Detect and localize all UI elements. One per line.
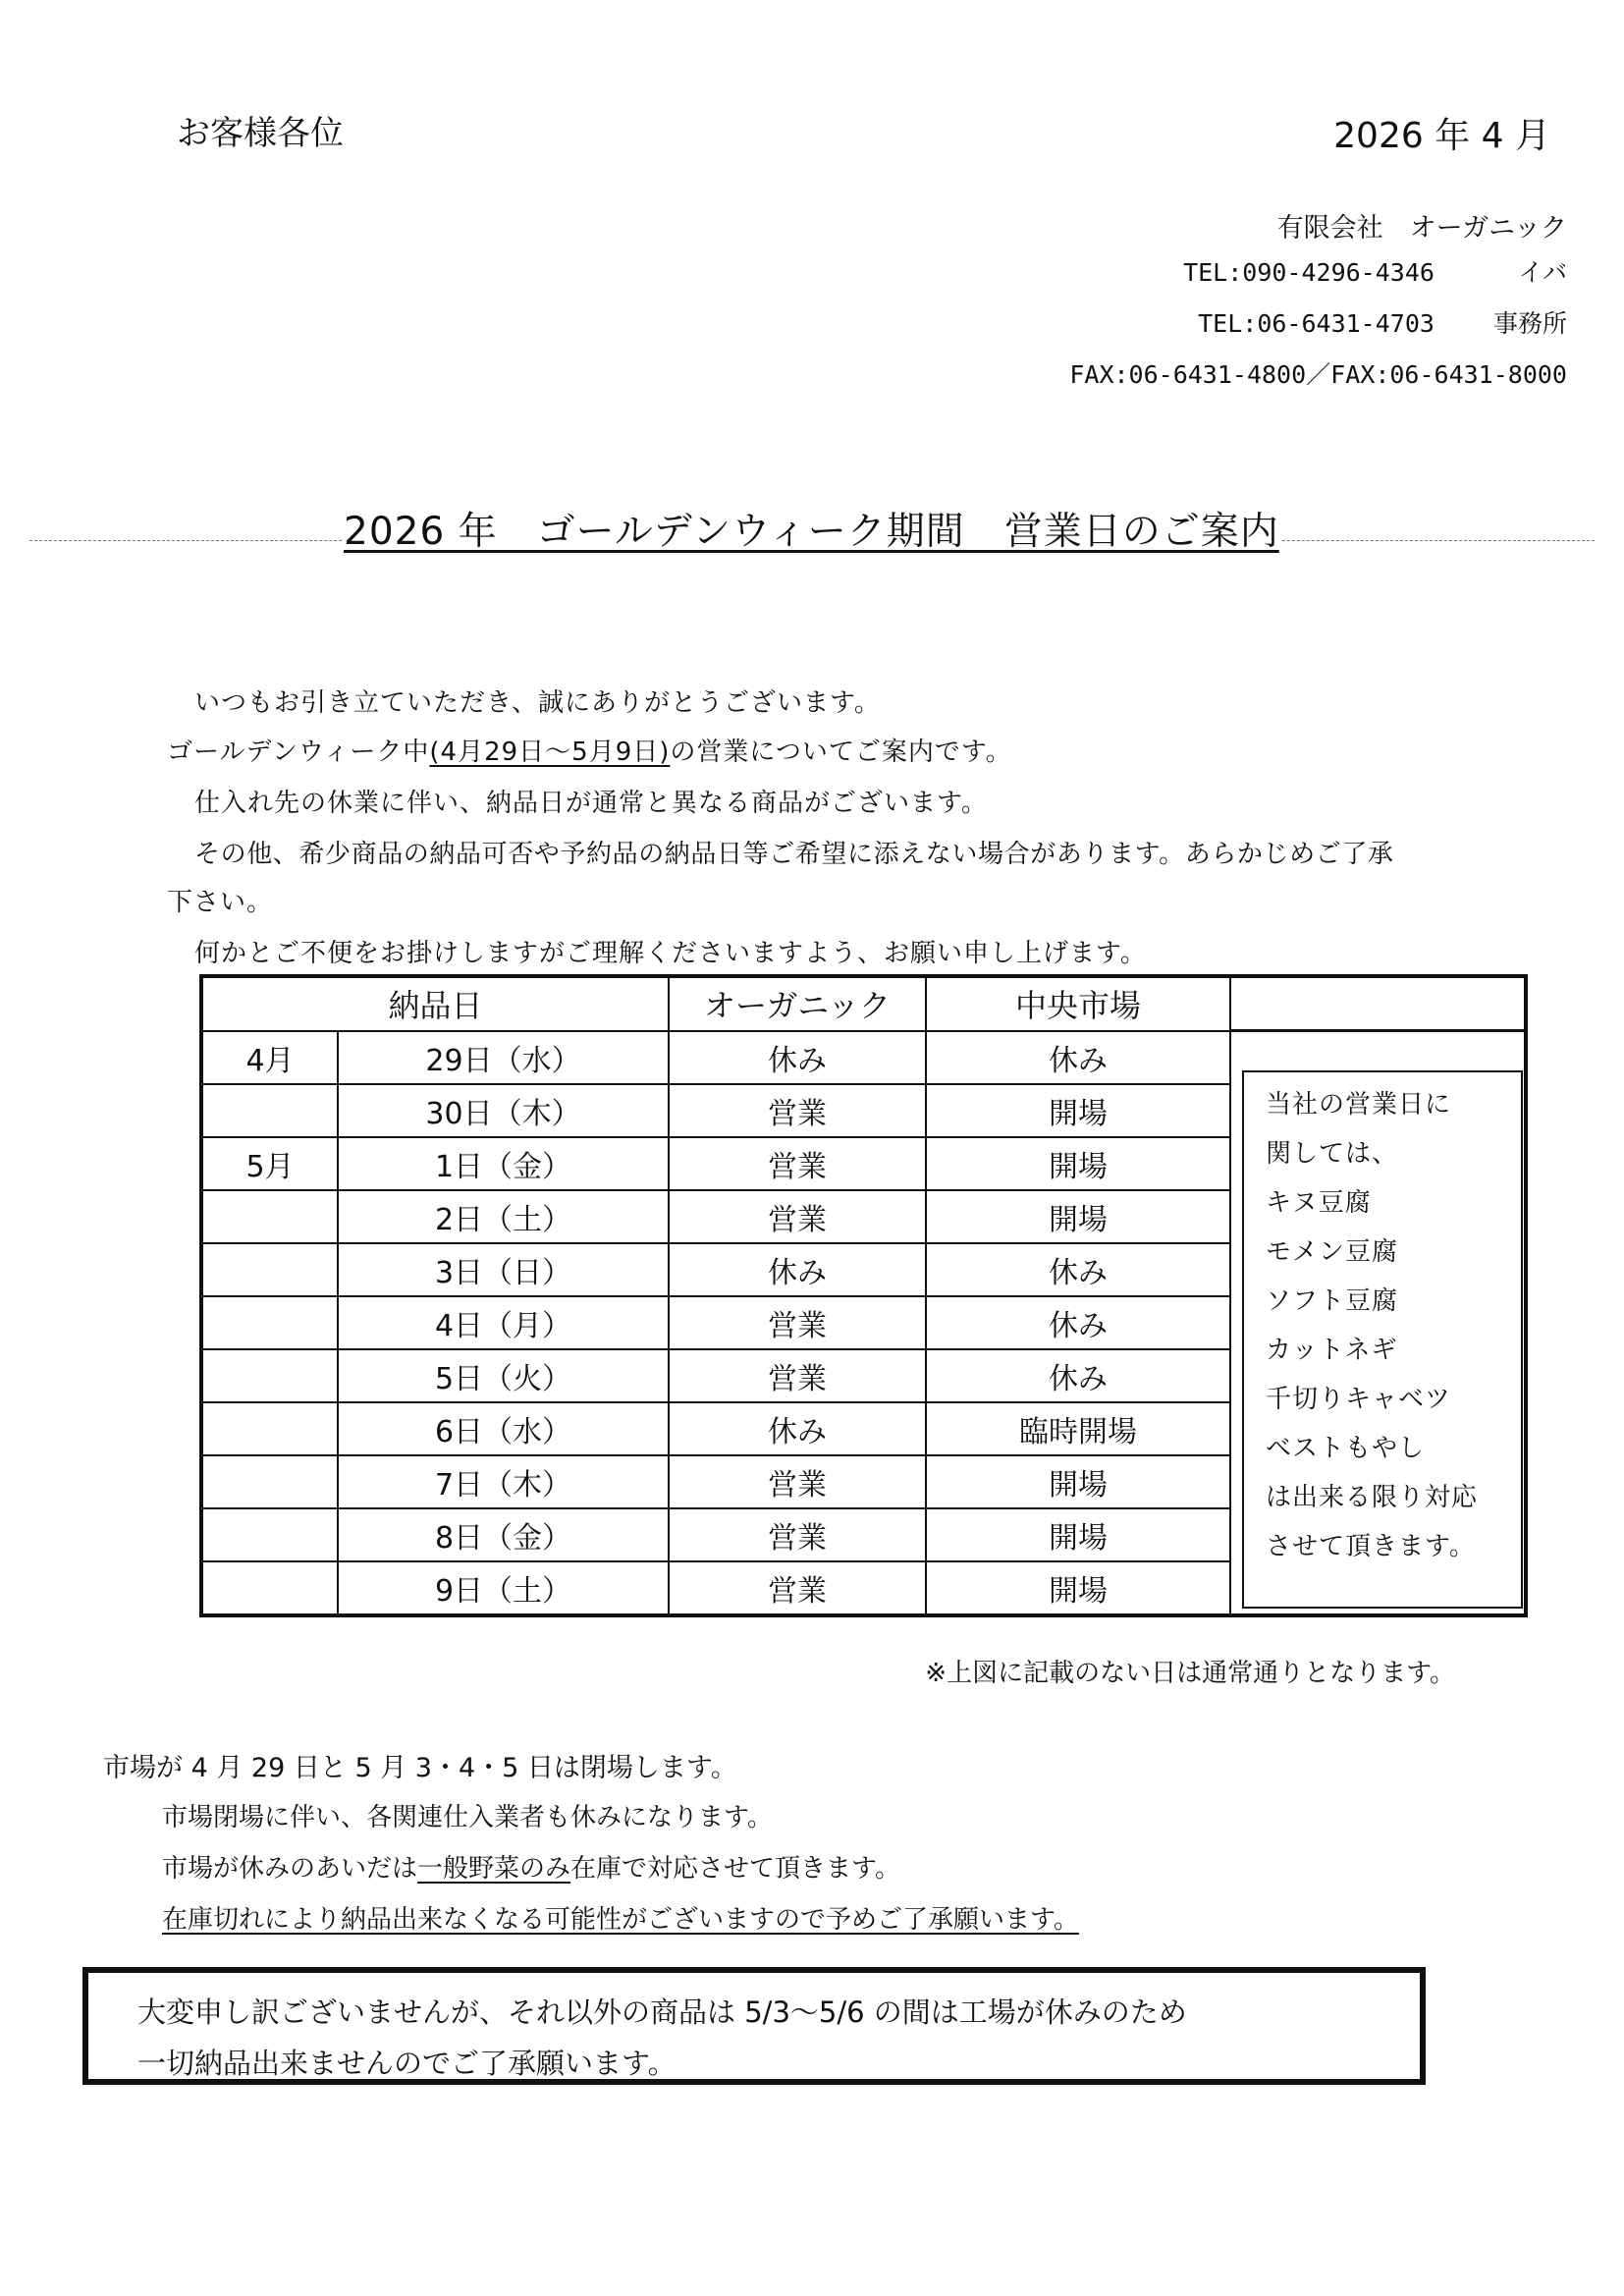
day-cell: 2日（土） (338, 1190, 669, 1243)
note-box (1242, 1070, 1523, 1609)
notice-text: 市場が休みのあいだは (162, 1854, 418, 1884)
title-area (29, 501, 1595, 560)
company-name: 有限会社 オーガニック (1276, 213, 1567, 244)
final-notice-line: 一切納品出来ませんのでご了承願います。 (137, 2047, 677, 2080)
month-cell (201, 1190, 338, 1243)
note-line: カットネギ (1266, 1336, 1398, 1365)
month-cell: 4月 (201, 1031, 338, 1084)
contact-number: TEL:06-6431-4703 (1198, 309, 1435, 338)
day-cell: 4日（月） (338, 1296, 669, 1349)
market-status-cell: 休み (926, 1243, 1230, 1296)
market-notice-line: 市場閉場に伴い、各関連仕入業者も休みになります。 (162, 1803, 773, 1832)
final-notice-box (82, 1967, 1426, 2085)
market-notice-line: 在庫切れにより納品出来なくなる可能性がございますので予めご了承願います。 (162, 1905, 1079, 1935)
note-line: させて頂きます。 (1266, 1532, 1476, 1561)
market-status-cell: 臨時開場 (926, 1402, 1230, 1455)
general-vegetables: 一般野菜のみ (417, 1854, 571, 1884)
page-title: 2026 年 ゴールデンウィーク期間 営業日のご案内 (342, 501, 1281, 556)
contact-line (1198, 304, 1567, 340)
month-cell (201, 1402, 338, 1455)
market-status-cell: 開場 (926, 1561, 1230, 1615)
market-notice-line: 市場が 4 月 29 日と 5 月 3・4・5 日は閉場します。 (103, 1753, 737, 1783)
day-cell: 6日（水） (338, 1402, 669, 1455)
organic-status-cell: 営業 (669, 1349, 926, 1402)
market-status-cell: 休み (926, 1296, 1230, 1349)
contact-number: TEL:090-4296-4346 (1183, 258, 1435, 287)
note-line: ソフト豆腐 (1266, 1286, 1399, 1316)
contact-line (1183, 253, 1567, 289)
organic-status-cell: 営業 (669, 1084, 926, 1137)
intro-line: 仕入れ先の休業に伴い、納品日が通常と異なる商品がございます。 (194, 789, 988, 818)
header-date: 納品日 (201, 976, 669, 1031)
intro-line (167, 732, 1012, 768)
intro-line: 下さい。 (167, 888, 274, 917)
intro-text: の営業についてご案内です。 (670, 738, 1012, 767)
organic-status-cell: 営業 (669, 1296, 926, 1349)
day-cell: 7日（木） (338, 1455, 669, 1508)
month-cell (201, 1508, 338, 1561)
intro-text: ゴールデンウィーク中 (167, 738, 430, 767)
market-status-cell: 開場 (926, 1137, 1230, 1190)
fax-numbers: FAX:06-6431-4800／FAX:06-6431-8000 (1069, 360, 1567, 389)
recipient: お客様各位 (177, 114, 344, 153)
market-status-cell: 休み (926, 1031, 1230, 1084)
day-cell: 8日（金） (338, 1508, 669, 1561)
header-note (1230, 976, 1526, 1031)
notice-text: 在庫で対応させて頂きます。 (570, 1854, 900, 1884)
month-cell (201, 1296, 338, 1349)
organic-status-cell: 営業 (669, 1190, 926, 1243)
organic-status-cell: 営業 (669, 1137, 926, 1190)
gw-period: (4月29日～5月9日) (429, 738, 671, 767)
month-cell (201, 1243, 338, 1296)
note-line: 当社の営業日に (1266, 1090, 1452, 1120)
month-cell (201, 1561, 338, 1615)
note-line: 千切りキャベツ (1266, 1385, 1452, 1414)
intro-line: その他、希少商品の納品可否や予約品の納品日等ご希望に添えない場合があります。あらかじめご了承 (194, 840, 1394, 869)
month-cell (201, 1455, 338, 1508)
note-line: ベストもやし (1266, 1434, 1426, 1463)
header-organic: オーガニック (669, 976, 926, 1031)
day-cell: 9日（土） (338, 1561, 669, 1615)
fax-line (1069, 355, 1567, 391)
day-cell: 3日（日） (338, 1243, 669, 1296)
organic-status-cell: 休み (669, 1402, 926, 1455)
organic-status-cell: 休み (669, 1243, 926, 1296)
organic-status-cell: 営業 (669, 1455, 926, 1508)
market-status-cell: 開場 (926, 1190, 1230, 1243)
month-cell: 5月 (201, 1137, 338, 1190)
note-line: 関しては、 (1266, 1139, 1399, 1169)
organic-status-cell: 休み (669, 1031, 926, 1084)
month-cell (201, 1084, 338, 1137)
note-line: キヌ豆腐 (1266, 1188, 1372, 1218)
header-market: 中央市場 (926, 976, 1230, 1031)
organic-status-cell: 営業 (669, 1561, 926, 1615)
table-header-row (201, 976, 1526, 1031)
month-cell (201, 1349, 338, 1402)
note-line: モメン豆腐 (1266, 1237, 1399, 1267)
market-status-cell: 開場 (926, 1508, 1230, 1561)
intro-line: いつもお引き立ていただき、誠にありがとうございます。 (194, 688, 881, 718)
day-cell: 29日（水） (338, 1031, 669, 1084)
contact-person: イバ (1518, 258, 1567, 287)
market-notice-line (162, 1848, 900, 1885)
day-cell: 5日（火） (338, 1349, 669, 1402)
document-date: 2026 年 4 月 (1333, 116, 1550, 156)
table-footnote: ※上図に記載のない日は通常通りとなります。 (925, 1659, 1455, 1688)
contact-person: 事務所 (1492, 309, 1567, 338)
final-notice-line: 大変申し訳ございませんが、それ以外の商品は 5/3～5/6 の間は工場が休みのため (137, 1995, 1187, 2029)
market-status-cell: 開場 (926, 1455, 1230, 1508)
intro-line: 何かとご不便をお掛けしますがご理解くださいますよう、お願い申し上げます。 (194, 939, 1147, 968)
note-line: は出来る限り対応 (1266, 1483, 1479, 1512)
market-status-cell: 休み (926, 1349, 1230, 1402)
day-cell: 1日（金） (338, 1137, 669, 1190)
day-cell: 30日（木） (338, 1084, 669, 1137)
market-status-cell: 開場 (926, 1084, 1230, 1137)
organic-status-cell: 営業 (669, 1508, 926, 1561)
